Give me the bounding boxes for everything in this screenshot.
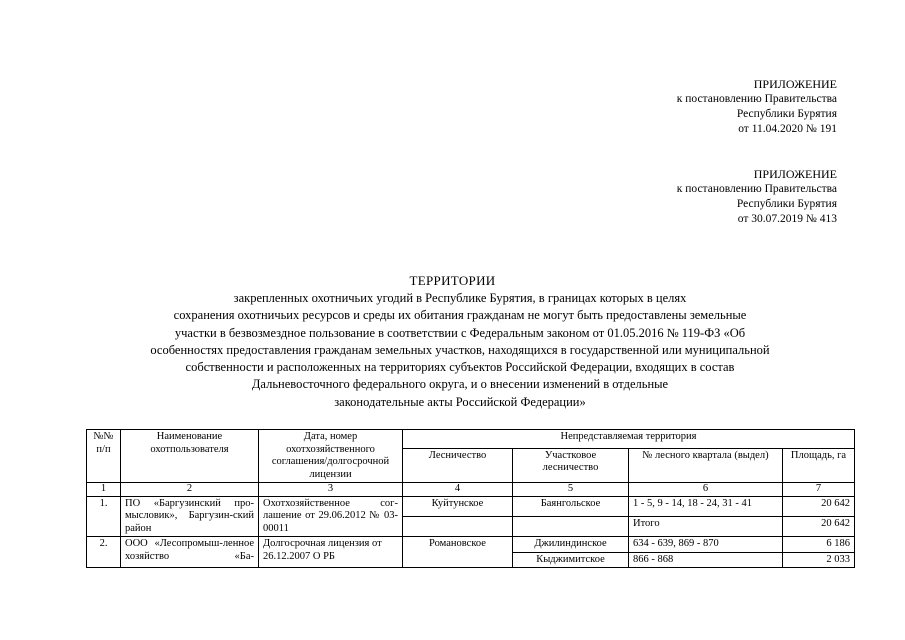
- appendix-block-1: [677, 77, 837, 137]
- row-district: Баянгольское: [513, 496, 629, 516]
- total-empty: [513, 516, 629, 536]
- total-area: 20 642: [783, 516, 855, 536]
- table-row: [87, 496, 855, 516]
- total-empty: [403, 516, 513, 536]
- row-quarter: 1 - 5, 9 - 14, 18 - 24, 31 - 41: [629, 496, 783, 516]
- column-number: 3: [259, 483, 403, 497]
- header-area: Площадь, га: [783, 448, 855, 482]
- appendix-heading: ПРИЛОЖЕНИЕ: [753, 77, 837, 91]
- appendix-date: от 30.07.2019 № 413: [737, 213, 837, 225]
- header-quarter: № лесного квартала (выдел): [629, 448, 783, 482]
- subtitle-line: законодательные акты Российской Федерации»: [334, 394, 586, 409]
- row-num: 2.: [87, 537, 121, 568]
- subtitle-line: Дальневосточного федерального округа, и о внесении изменений в отдельные: [251, 377, 669, 392]
- column-number: 5: [513, 483, 629, 497]
- appendix-line: к постановлению Правительства: [676, 183, 837, 195]
- row-area: 6 186: [783, 537, 855, 553]
- subtitle-line: участки в безвозмездное пользование в соответствии с Федеральным законом от 01.05.2016 № 119-ФЗ «Об: [174, 325, 746, 340]
- row-area: 20 642: [783, 496, 855, 516]
- appendix-line: Республики Бурятия: [736, 198, 837, 210]
- column-number: 4: [403, 483, 513, 497]
- header-agreement: Дата, номер охотхозяйственного соглашения/долгосрочной лицензии: [259, 430, 403, 483]
- table-row: [87, 537, 855, 553]
- subtitle-line: закрепленных охотничьих угодий в Республике Бурятия, в границах которых в целях: [233, 291, 687, 305]
- appendix-heading: ПРИЛОЖЕНИЕ: [753, 167, 837, 181]
- header-num: №№ п/п: [87, 430, 121, 483]
- row-agreement: Долгосрочная лицензия от 26.12.2007 О РБ: [259, 537, 403, 568]
- document-title: ТЕРРИТОРИИ: [409, 273, 496, 288]
- territories-table: [86, 429, 855, 568]
- column-number-row: [87, 483, 855, 497]
- header-user: Наименование охотпользователя: [121, 430, 259, 483]
- header-group: Непредставляемая территория: [403, 430, 855, 449]
- appendix-line: Республики Бурятия: [736, 108, 837, 120]
- row-forestry: Романовское: [403, 537, 513, 568]
- row-forestry: Куйтунское: [403, 496, 513, 516]
- subtitle-line: собственности и расположенных на территориях субъектов Российской Федерации, входящих в состав: [185, 360, 735, 375]
- subtitle-line: особенностях предоставления гражданам земельных участков, находящихся в государственной или муниципальной: [150, 342, 770, 357]
- row-num: 1.: [87, 496, 121, 537]
- row-quarter: 634 - 639, 869 - 870: [629, 537, 783, 553]
- appendix-block-2: [677, 167, 837, 227]
- document-subtitle: [60, 290, 860, 411]
- row-district: Джилиндинское: [513, 537, 629, 553]
- column-number: 1: [87, 483, 121, 497]
- row-agreement: Охотхозяйственное сог-лашение от 29.06.2012 № 03-00011: [259, 496, 403, 537]
- header-forestry: Лесничество: [403, 448, 513, 482]
- row-user: ООО «Лесопромыш-ленное хозяйство «Ба-: [121, 537, 259, 568]
- header-district: Участковое лесничество: [513, 448, 629, 482]
- total-label: Итого: [629, 516, 783, 536]
- row-user: ПО «Баргузинский про-мысловик», Баргузин-ский район: [121, 496, 259, 537]
- column-number: 6: [629, 483, 783, 497]
- row-quarter: 866 - 868: [629, 552, 783, 568]
- appendix-line: к постановлению Правительства: [676, 93, 837, 105]
- column-number: 7: [783, 483, 855, 497]
- subtitle-line: сохранения охотничьих ресурсов и среды их обитания гражданам не могут быть предоставлены земельные: [173, 308, 747, 323]
- row-district: Кыджимитское: [513, 552, 629, 568]
- row-area: 2 033: [783, 552, 855, 568]
- column-number: 2: [121, 483, 259, 497]
- appendix-date: от 11.04.2020 № 191: [738, 123, 837, 135]
